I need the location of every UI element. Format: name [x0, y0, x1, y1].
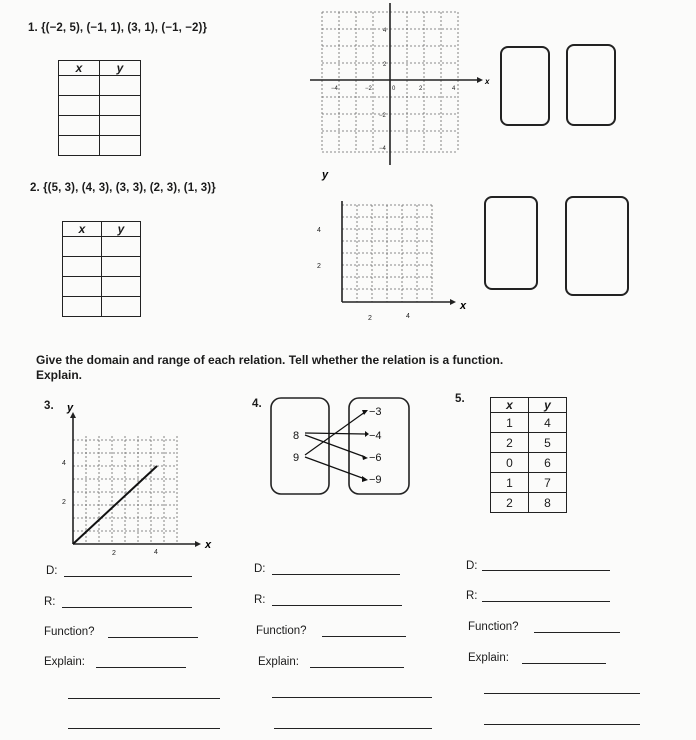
domain-value: 8 [293, 430, 300, 442]
table-row [63, 237, 141, 257]
problem3-explain-blank[interactable] [96, 667, 186, 668]
y-tick-label: 4 [317, 227, 321, 234]
problem5-table-header-y: y [529, 398, 567, 413]
table-row [491, 493, 567, 513]
domain-value: 9 [293, 452, 300, 464]
problem4-function-label: Function? [256, 625, 307, 637]
x-axis-label: x [485, 77, 490, 86]
table-cell[interactable] [102, 257, 141, 277]
table-cell: 6 [529, 453, 567, 473]
table-row [63, 257, 141, 277]
table-cell[interactable] [100, 116, 141, 136]
problem4-explain-blank-2[interactable] [272, 697, 432, 698]
problem5-function-blank[interactable] [534, 632, 620, 633]
range-value: −4 [369, 430, 382, 442]
problem5-explain-blank-2[interactable] [484, 693, 640, 694]
problem1-table-header-y: y [100, 61, 141, 76]
problem4-number: 4. [252, 398, 262, 410]
table-cell[interactable] [63, 297, 102, 317]
problem4-range-label: R: [254, 594, 266, 606]
table-cell: 1 [491, 413, 529, 433]
range-value: −9 [369, 474, 382, 486]
domain-oval [271, 398, 329, 494]
x-tick-label: 4 [154, 549, 158, 556]
x-tick-label: 4 [406, 313, 410, 320]
problem1-domain-box[interactable] [500, 46, 550, 126]
problem1-range-box[interactable] [566, 44, 616, 126]
table-cell: 1 [491, 473, 529, 493]
table-row [491, 473, 567, 493]
table-cell[interactable] [102, 277, 141, 297]
table-row [63, 277, 141, 297]
table-cell[interactable] [59, 116, 100, 136]
problem5-function-label: Function? [468, 621, 519, 633]
problem3-domain-label: D: [46, 565, 58, 577]
problem4-domain-label: D: [254, 563, 266, 575]
table-cell: 0 [491, 453, 529, 473]
problem5-range-label: R: [466, 590, 478, 602]
problem5-explain-blank-3[interactable] [484, 724, 640, 725]
table-cell: 7 [529, 473, 567, 493]
x-axis-arrow [450, 299, 456, 305]
y-tick-label: 4 [383, 28, 387, 34]
problem2-label: 2. {(5, 3), (4, 3), (3, 3), (2, 3), (1, 3)} [30, 182, 216, 194]
table-row [59, 96, 141, 116]
problem2-coordinate-grid[interactable] [310, 165, 480, 330]
table-cell[interactable] [102, 297, 141, 317]
table-cell: 2 [491, 493, 529, 513]
table-cell[interactable] [100, 96, 141, 116]
table-row [63, 297, 141, 317]
range-value: −6 [369, 452, 382, 464]
y-tick-label: 2 [383, 62, 387, 68]
problem5-explain-blank[interactable] [522, 663, 606, 664]
range-value: −3 [369, 406, 382, 418]
table-cell[interactable] [59, 136, 100, 156]
y-tick-label: −4 [379, 146, 386, 152]
table-row [491, 453, 567, 473]
table-row [491, 433, 567, 453]
y-axis-label: y [322, 169, 329, 181]
mapping-arrow [305, 435, 365, 457]
x-axis-label: x [205, 539, 212, 551]
problem1-table [58, 60, 141, 156]
table-cell[interactable] [63, 257, 102, 277]
problem4-range-blank[interactable] [272, 605, 402, 606]
problem4-domain-blank[interactable] [272, 574, 400, 575]
table-cell: 4 [529, 413, 567, 433]
x-tick-label: 2 [368, 315, 372, 322]
table-cell: 2 [491, 433, 529, 453]
x-tick-label: −2 [365, 86, 372, 92]
x-axis-arrow [477, 77, 483, 83]
problem3-explain-blank-3[interactable] [68, 728, 220, 729]
problem2-range-box[interactable] [565, 196, 629, 296]
problem2-domain-box[interactable] [484, 196, 538, 290]
problem5-number: 5. [455, 393, 465, 405]
problem5-domain-blank[interactable] [482, 570, 610, 571]
table-cell: 5 [529, 433, 567, 453]
problem4-explain-label: Explain: [258, 656, 299, 668]
problem3-function-blank[interactable] [108, 637, 198, 638]
x-tick-label: 2 [419, 86, 423, 92]
table-row [491, 413, 567, 433]
problem3-graph [55, 396, 225, 556]
problem3-explain-label: Explain: [44, 656, 85, 668]
problem2-table [62, 221, 141, 317]
problem4-function-blank[interactable] [322, 636, 406, 637]
problem5-range-blank[interactable] [482, 601, 610, 602]
problem5-table-header-x: x [491, 398, 529, 413]
table-row [59, 76, 141, 96]
problem4-mapping-diagram [265, 395, 415, 499]
table-row [59, 116, 141, 136]
problem3-range-label: R: [44, 596, 56, 608]
x-axis-label: x [460, 300, 467, 312]
x-tick-label: 0 [392, 86, 396, 92]
y-axis-label: y [67, 402, 74, 414]
x-axis-arrow [195, 541, 201, 547]
problem2-table-header-x: x [63, 222, 102, 237]
problem3-domain-blank[interactable] [64, 576, 192, 577]
y-tick-label: 2 [62, 499, 66, 506]
x-tick-label: −4 [331, 86, 338, 92]
instructions: Give the domain and range of each relation. Tell whether the relation is a function. Explain. [36, 353, 504, 382]
table-cell[interactable] [100, 76, 141, 96]
table-cell[interactable] [59, 96, 100, 116]
problem5-explain-label: Explain: [468, 652, 509, 664]
problem3-number: 3. [44, 400, 54, 412]
problem3-explain-blank-2[interactable] [68, 698, 220, 699]
x-tick-label: 2 [112, 550, 116, 556]
table-cell[interactable] [59, 76, 100, 96]
y-tick-label: 2 [317, 263, 321, 270]
problem3-range-blank[interactable] [62, 607, 192, 608]
x-tick-label: 4 [452, 86, 456, 92]
problem2-table-header-y: y [102, 222, 141, 237]
problem4-explain-blank-3[interactable] [274, 728, 432, 729]
table-cell[interactable] [63, 277, 102, 297]
mapping-arrow [305, 457, 365, 479]
table-row [59, 136, 141, 156]
y-tick-label: −2 [379, 113, 386, 119]
problem1-coordinate-grid[interactable] [305, 0, 495, 170]
problem5-domain-label: D: [466, 560, 478, 572]
problem1-label: 1. {(−2, 5), (−1, 1), (3, 1), (−1, −2)} [28, 22, 208, 34]
table-cell: 8 [529, 493, 567, 513]
problem1-table-header-x: x [59, 61, 100, 76]
table-cell[interactable] [63, 237, 102, 257]
y-tick-label: 4 [62, 460, 66, 467]
table-cell[interactable] [100, 136, 141, 156]
table-cell[interactable] [102, 237, 141, 257]
problem5-table [490, 397, 567, 513]
problem3-function-label: Function? [44, 626, 95, 638]
problem4-explain-blank[interactable] [310, 667, 404, 668]
